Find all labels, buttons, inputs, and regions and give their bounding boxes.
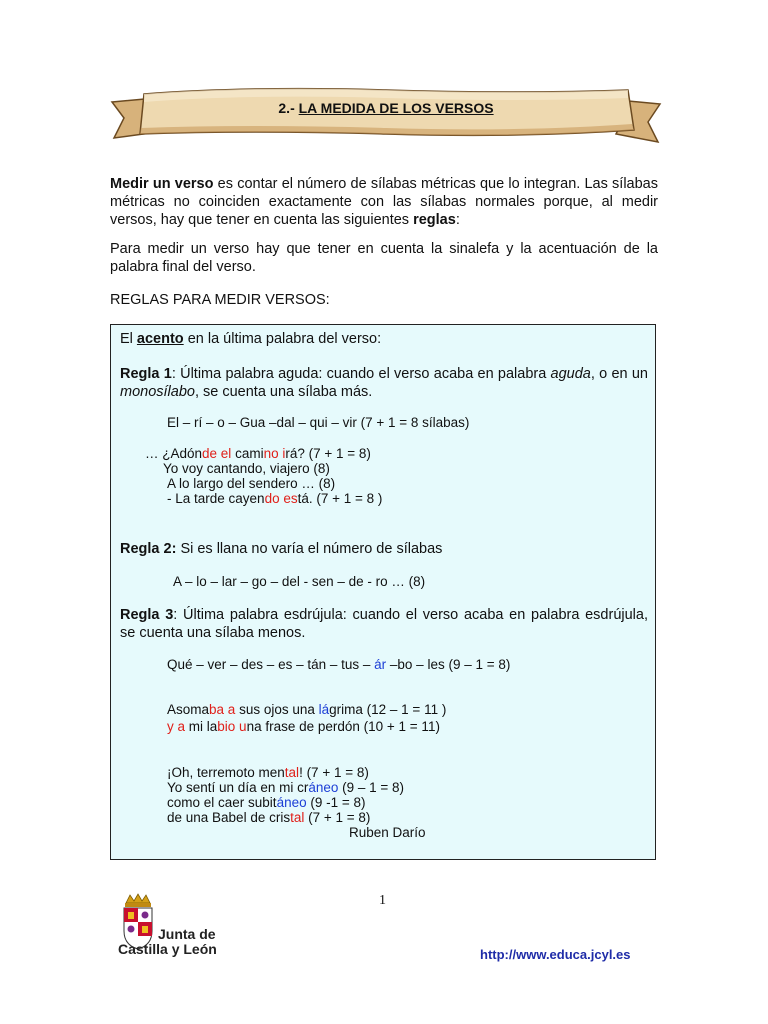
title-banner [110, 84, 662, 154]
text-segment: Yo sentí un día en mi cr [167, 780, 309, 795]
text-segment: rá? (7 + 1 = 8) [285, 446, 371, 461]
text-segment: na frase de perdón (10 + 1 = 11) [246, 719, 440, 734]
sinalefa-highlight: no i [263, 446, 286, 461]
box-heading-pre: El [120, 331, 137, 347]
rule-3-text: : Última palabra esdrújula: cuando el verso acaba en palabra esdrújula, se cuenta una sílaba menos. [120, 607, 648, 641]
rule-1 [120, 365, 648, 401]
rule-1-text-3: , se cuenta una sílaba más. [194, 384, 373, 400]
intro-paragraph-1 [110, 175, 658, 229]
rules-heading: REGLAS PARA MEDIR VERSOS: [110, 292, 330, 308]
poem-author: Ruben Darío [349, 825, 426, 840]
text-segment: Asoma [167, 702, 210, 717]
text-segment: como el caer subit [167, 795, 277, 810]
example-2: A – lo – lar – go – del - sen – de - ro … (8) [173, 574, 426, 589]
rule-2-label: Regla 2: [120, 541, 177, 557]
educa-link[interactable]: http://www.educa.jcyl.es [480, 947, 631, 962]
box-heading [120, 331, 381, 347]
text-segment: sus ojos una [235, 702, 319, 717]
logo-line-1: Junta de [158, 926, 216, 942]
rule-1-label: Regla 1 [120, 366, 172, 382]
rule-2 [120, 541, 442, 557]
text-segment: (9 -1 = 8) [306, 795, 366, 810]
poem-1-line-3: A lo largo del sendero … (8) [167, 476, 336, 491]
text-segment: –bo – les (9 – 1 = 8) [386, 657, 511, 672]
sinalefa-highlight: do es [264, 491, 298, 506]
intro-text: es contar el número de sílabas métricas que lo integran. Las sílabas métricas no coinciden exactamente con las sílabas normales porque, al medir versos, hay que tener en cuenta las siguientes [110, 176, 658, 228]
section-number: 2.- [278, 100, 295, 116]
poem-2-line-2 [167, 719, 440, 734]
text-segment: (7 + 1 = 8) [304, 810, 371, 825]
text-segment: grima (12 – 1 = 11 ) [329, 702, 447, 717]
poem-3-line-4 [167, 810, 370, 825]
text-segment: Qué – ver – des – es – tán – tus – [167, 657, 375, 672]
text-segment: - La tarde cayen [167, 491, 265, 506]
poem-3-line-2 [167, 780, 404, 795]
text-segment: ¡Oh, terremoto men [167, 765, 285, 780]
sinalefa-highlight: y a [167, 719, 186, 734]
term-acento: acento [136, 331, 184, 347]
text-segment: ! (7 + 1 = 8) [299, 765, 369, 780]
rules-box [110, 324, 656, 860]
text-segment: tá. (7 + 1 = 8 ) [297, 491, 383, 506]
text-segment: … ¿Adón [145, 446, 203, 461]
intro-paragraph-2: Para medir un verso hay que tener en cuenta la sinalefa y la acentuación de la palabra final del verso. [110, 241, 658, 275]
example-3 [167, 657, 510, 672]
stress-highlight: ár [374, 657, 387, 672]
text-segment: de una Babel de cris [167, 810, 291, 825]
stress-highlight: lá [318, 702, 330, 717]
sinalefa-highlight: ba a [209, 702, 236, 717]
page-number: 1 [379, 893, 386, 908]
logo-wordmark [118, 926, 217, 957]
logo-line-2: Castilla y León [118, 941, 217, 957]
rule-3 [120, 606, 648, 642]
rule-3-label: Regla 3 [120, 607, 174, 623]
poem-2-line-1 [167, 702, 446, 717]
term-reglas: reglas [413, 212, 456, 228]
poem-3-line-3 [167, 795, 366, 810]
page-title [110, 100, 662, 116]
sinalefa-highlight: de el [202, 446, 232, 461]
example-1: El – rí – o – Gua –dal – qui – vir (7 + 1 = 8 sílabas) [167, 415, 470, 430]
rule-1-text-2: , o en un [590, 366, 648, 382]
text-segment: mi la [185, 719, 218, 734]
stress-highlight: tal [284, 765, 300, 780]
rule-2-text: Si es llana no varía el número de sílabas [176, 541, 443, 557]
term-aguda: aguda [550, 366, 591, 382]
poem-1-line-2: Yo voy cantando, viajero (8) [163, 461, 330, 476]
section-title: LA MEDIDA DE LOS VERSOS [298, 100, 494, 116]
stress-highlight: áneo [308, 780, 339, 795]
poem-1-line-4 [167, 491, 382, 506]
colon: : [455, 212, 460, 228]
sinalefa-highlight: bio u [217, 719, 247, 734]
term-medir-un-verso: Medir un verso [110, 176, 214, 192]
poem-3-line-1 [167, 765, 369, 780]
rule-1-text: : Última palabra aguda: cuando el verso acaba en palabra [171, 366, 551, 382]
junta-castilla-leon-logo [118, 893, 238, 963]
scroll-ribbon-graphic [110, 84, 662, 154]
stress-highlight: áneo [276, 795, 307, 810]
poem-1-line-1 [145, 446, 371, 461]
term-monosilabo: monosílabo [120, 384, 195, 400]
text-segment: cami [231, 446, 264, 461]
box-heading-post: en la última palabra del verso: [183, 331, 382, 347]
text-segment: (9 – 1 = 8) [338, 780, 405, 795]
stress-highlight: tal [290, 810, 305, 825]
